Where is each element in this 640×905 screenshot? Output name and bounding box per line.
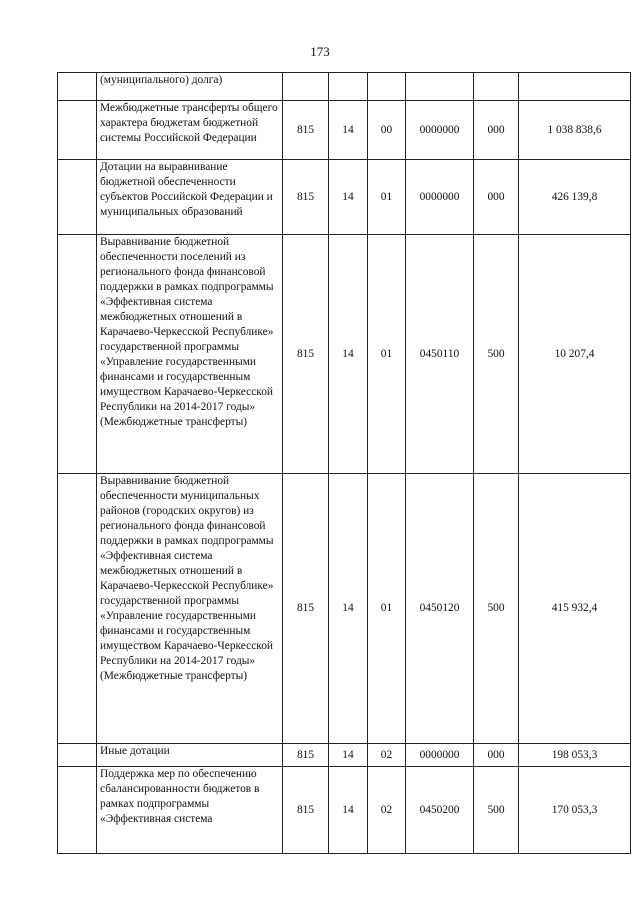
table-row xyxy=(58,744,631,767)
table-row xyxy=(58,160,631,235)
section-code-cell: 14 xyxy=(329,160,368,235)
target-article-code-cell: 0000000 xyxy=(406,160,474,235)
amount-cell xyxy=(519,73,631,101)
table-row xyxy=(58,73,631,101)
expense-type-code-cell: 500 xyxy=(474,235,519,474)
ministry-code-cell: 815 xyxy=(283,767,329,854)
subsection-code-cell: 02 xyxy=(368,744,406,767)
page-number: 173 xyxy=(310,44,330,59)
target-article-code-cell: 0450120 xyxy=(406,474,474,744)
row-number-cell xyxy=(58,160,97,235)
amount-cell: 10 207,4 xyxy=(519,235,631,474)
item-name-cell: Выравнивание бюджетной обеспеченности муниципальных районов (городских округов) из регионального фонда финансовой поддержки в рамках подпрограммы «Эффективная система межбюджетных отношений в Карачаево-Черкесской Республике» государственной программы «Управление государственными финансами и государственным имуществом Карачаево-Черкесской Республики на 2014-2017 годы» (Межбюджетные трансферты) xyxy=(97,474,283,744)
item-name-cell: Иные дотации xyxy=(97,744,283,767)
subsection-code-cell: 02 xyxy=(368,767,406,854)
item-name-cell: Поддержка мер по обеспечению сбалансированности бюджетов в рамках подпрограммы «Эффективная система xyxy=(97,767,283,854)
target-article-code-cell: 0450200 xyxy=(406,767,474,854)
row-number-cell xyxy=(58,101,97,160)
expense-type-code-cell: 000 xyxy=(474,744,519,767)
row-number-cell xyxy=(58,744,97,767)
table-row xyxy=(58,101,631,160)
subsection-code-cell: 00 xyxy=(368,101,406,160)
section-code-cell: 14 xyxy=(329,101,368,160)
expense-type-code-cell: 000 xyxy=(474,101,519,160)
target-article-code-cell xyxy=(406,73,474,101)
item-name-cell: (муниципального) долга) xyxy=(97,73,283,101)
subsection-code-cell: 01 xyxy=(368,474,406,744)
amount-cell: 170 053,3 xyxy=(519,767,631,854)
item-name-cell: Выравнивание бюджетной обеспеченности поселений из регионального фонда финансовой поддержки в рамках подпрограммы «Эффективная система межбюджетных отношений в Карачаево-Черкесской Республике» государственной программы «Управление государственными финансами и государственным имуществом Карачаево-Черкесской Республики на 2014-2017 годы» (Межбюджетные трансферты) xyxy=(97,235,283,474)
row-number-cell xyxy=(58,235,97,474)
row-number-cell xyxy=(58,474,97,744)
item-name-cell: Межбюджетные трансферты общего характера бюджетам бюджетной системы Российской Федерации xyxy=(97,101,283,160)
amount-cell: 1 038 838,6 xyxy=(519,101,631,160)
target-article-code-cell: 0450110 xyxy=(406,235,474,474)
target-article-code-cell: 0000000 xyxy=(406,744,474,767)
section-code-cell: 14 xyxy=(329,744,368,767)
table-row xyxy=(58,767,631,854)
amount-cell: 415 932,4 xyxy=(519,474,631,744)
expense-type-code-cell: 000 xyxy=(474,160,519,235)
ministry-code-cell: 815 xyxy=(283,474,329,744)
row-number-cell xyxy=(58,767,97,854)
row-number-cell xyxy=(58,73,97,101)
section-code-cell: 14 xyxy=(329,235,368,474)
subsection-code-cell: 01 xyxy=(368,160,406,235)
section-code-cell: 14 xyxy=(329,474,368,744)
ministry-code-cell: 815 xyxy=(283,160,329,235)
expense-type-code-cell: 500 xyxy=(474,767,519,854)
target-article-code-cell: 0000000 xyxy=(406,101,474,160)
item-name-cell: Дотации на выравнивание бюджетной обеспеченности субъектов Российской Федерации и муниципальных образований xyxy=(97,160,283,235)
section-code-cell xyxy=(329,73,368,101)
table-row xyxy=(58,474,631,744)
section-code-cell: 14 xyxy=(329,767,368,854)
expense-type-code-cell xyxy=(474,73,519,101)
table-row xyxy=(58,235,631,474)
amount-cell: 426 139,8 xyxy=(519,160,631,235)
budget-table xyxy=(57,72,631,854)
subsection-code-cell: 01 xyxy=(368,235,406,474)
ministry-code-cell: 815 xyxy=(283,744,329,767)
subsection-code-cell xyxy=(368,73,406,101)
ministry-code-cell: 815 xyxy=(283,235,329,474)
amount-cell: 198 053,3 xyxy=(519,744,631,767)
ministry-code-cell xyxy=(283,73,329,101)
expense-type-code-cell: 500 xyxy=(474,474,519,744)
ministry-code-cell: 815 xyxy=(283,101,329,160)
